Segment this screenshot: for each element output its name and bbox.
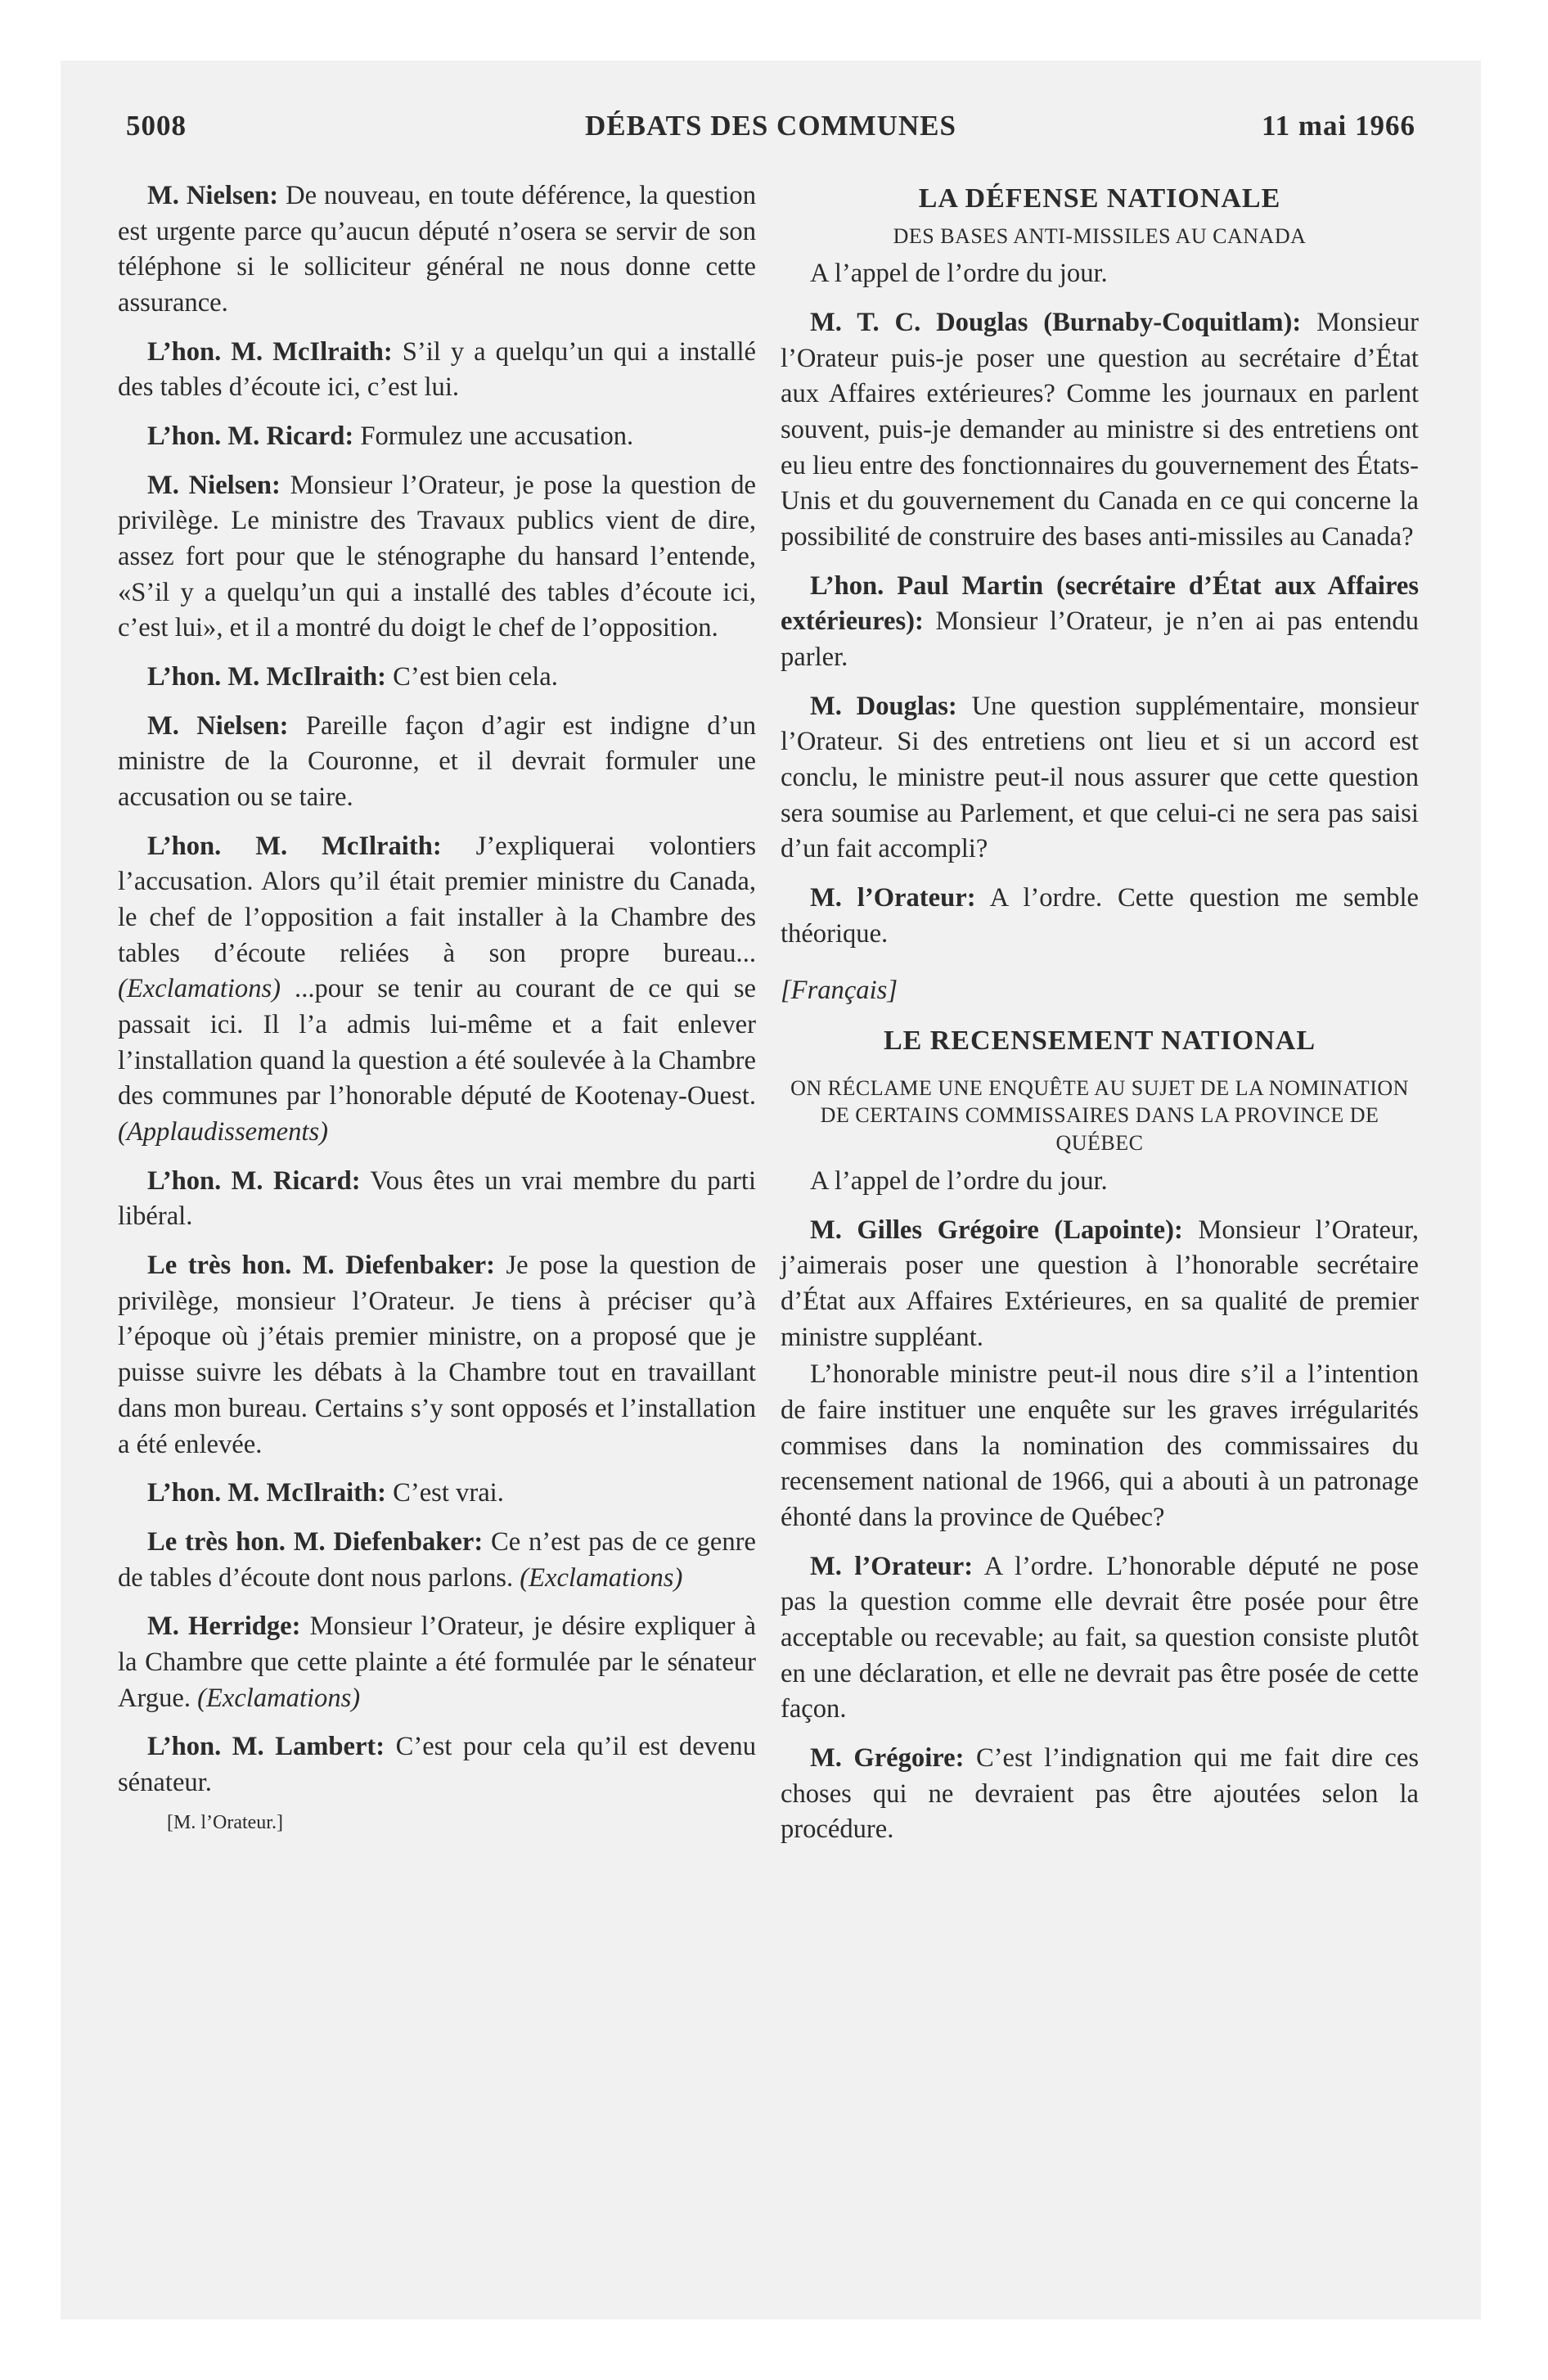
- speaker-name: L’hon. M. McIlraith:: [147, 1478, 386, 1508]
- paragraph: L’honorable ministre peut-il nous dire s’il a l’intention de faire instituer une enquête sur les graves irrégularités commises dans la nomination des commissaires du recensement national de 1966, qui a abouti à un patronage éhonté dans la province de Québec?: [781, 1359, 1419, 1533]
- paragraph: Le très hon. M. Diefenbaker: Ce n’est pas de ce genre de tables d’écoute dont nous parlons. (Exclamations): [118, 1526, 756, 1593]
- paragraph: M. Nielsen: Pareille façon d’agir est indigne d’un ministre de la Couronne, et il devrait formuler une accusation ou se taire.: [118, 710, 756, 813]
- speaker-continuation-note: [M. l’Orateur.]: [167, 1811, 283, 1833]
- section-subtitle: DES BASES ANTI-MISSILES AU CANADA: [893, 223, 1307, 248]
- paragraph: M. Gilles Grégoire (Lapointe): Monsieur l’Orateur, j’aimerais poser une question à l’honorable secrétaire d’État aux Affaires Extérieures, en sa qualité de premier ministre suppléant.: [781, 1215, 1419, 1352]
- speaker-name: M. Herridge:: [147, 1611, 301, 1642]
- speaker-name: L’hon. M. Ricard:: [147, 1165, 361, 1196]
- page-sheet: [61, 61, 1481, 2319]
- speaker-name: M. Grégoire:: [810, 1743, 965, 1774]
- left-column: [118, 178, 756, 1849]
- paragraph: M. Grégoire: C’est l’indignation qui me fait dire ces choses qui ne devraient pas être ajoutées selon la procédure.: [781, 1743, 1419, 1845]
- speaker-name: M. Nielsen:: [147, 470, 281, 500]
- paragraph: L’hon. M. McIlraith: J’expliquerai volontiers l’accusation. Alors qu’il était premier ministre du Canada, le chef de l’opposition a fait installer à la Chambre des tables d’écoute reliées à son propre bureau... (Exclamations) ...pour se tenir au courant de ce qui se passait ici. Il l’a admis lui-même et a fait enlever l’installation quand la question a été soulevée à la Chambre des communes par l’honorable député de Kootenay-Ouest. (Applaudissements): [118, 831, 756, 1147]
- paragraph: M. l’Orateur: A l’ordre. Cette question me semble théorique.: [781, 883, 1419, 949]
- interjection: (Applaudissements): [118, 1117, 328, 1147]
- speaker-name: M. Nielsen:: [147, 181, 279, 210]
- paragraph: L’hon. M. Ricard: Vous êtes un vrai membre du parti libéral.: [118, 1165, 756, 1232]
- paragraph: M. Herridge: Monsieur l’Orateur, je désire expliquer à la Chambre que cette plainte a été formulée par le sénateur Argue. (Exclamations): [118, 1611, 757, 1713]
- section-subtitle: ON RÉCLAME UNE ENQUÊTE AU SUJET DE LA NOMINATION DE CERTAINS COMMISSAIRES DANS LA PROVINCE DE QUÉBEC: [790, 1075, 1409, 1156]
- paragraph: M. T. C. Douglas (Burnaby-Coquitlam): Monsieur l’Orateur puis-je poser une question au secrétaire d’État aux Affaires extérieures? Comme les journaux en parlent souvent, puis-je demander au ministre si des entretiens ont eu lieu entre des fonctionnaires du gouvernement des États-Unis et du gouvernement du Canada en ce qui concerne la possibilité de construire des bases anti-missiles au Canada?: [781, 308, 1419, 552]
- language-marker: [Français]: [781, 976, 898, 1006]
- paragraph: L’hon. M. Ricard: Formulez une accusation.: [147, 421, 634, 452]
- speaker-name: M. T. C. Douglas (Burnaby-Coquitlam):: [810, 308, 1302, 338]
- paragraph: M. Nielsen: De nouveau, en toute déférence, la question est urgente parce qu’aucun député n’osera se servir de son téléphone si le solliciteur général ne nous donne cette assurance.: [118, 181, 756, 318]
- speaker-name: L’hon. M. Ricard:: [147, 421, 354, 452]
- speaker-name: M. l’Orateur:: [810, 1551, 974, 1581]
- speaker-name: L’hon. M. Lambert:: [147, 1732, 385, 1762]
- paragraph: Le très hon. M. Diefenbaker: Je pose la question de privilège, monsieur l’Orateur. Je tiens à préciser qu’à l’époque où j’étais premier ministre, on a proposé que je puisse suivre les débats à la Chambre tout en travaillant dans mon bureau. Certains s’y sont opposés et l’installation a été enlevée.: [118, 1251, 756, 1459]
- paragraph: L’hon. M. McIlraith: C’est bien cela.: [147, 662, 558, 692]
- speaker-name: Le très hon. M. Diefenbaker:: [147, 1251, 495, 1281]
- interjection: (Exclamations): [197, 1683, 361, 1713]
- speaker-name: L’hon. M. McIlraith:: [147, 662, 386, 692]
- paragraph: M. l’Orateur: A l’ordre. L’honorable député ne pose pas la question comme elle devrait être posée pour être acceptable ou recevable; au fait, sa question consiste plutôt en une déclaration, et elle ne devrait pas être posée de cette façon.: [781, 1551, 1420, 1724]
- page-date: 11 mai 1966: [1262, 110, 1415, 142]
- right-column: [781, 178, 1419, 1861]
- paragraph: M. Nielsen: Monsieur l’Orateur, je pose la question de privilège. Le ministre des Travaux publics vient de dire, assez fort pour que le sténographe du hansard l’entende, «S’il y a quelqu’un qui a installé des tables d’écoute ici, c’est lui», et il a montré du doigt le chef de l’opposition.: [118, 470, 756, 643]
- paragraph: L’hon. Paul Martin (secrétaire d’État aux Affaires extérieures): Monsieur l’Orateur, je n’en ai pas entendu parler.: [781, 570, 1419, 673]
- section-title: LA DÉFENSE NATIONALE: [918, 183, 1281, 214]
- page-header: [126, 110, 1415, 167]
- paragraph: L’hon. M. Lambert: C’est pour cela qu’il est devenu sénateur.: [118, 1732, 756, 1797]
- speaker-name: M. Douglas:: [810, 691, 957, 721]
- speaker-name: L’hon. M. McIlraith:: [147, 336, 393, 367]
- paragraph: L’hon. M. McIlraith: C’est vrai.: [147, 1478, 504, 1508]
- speaker-name: M. Nielsen:: [147, 710, 289, 741]
- order-call: A l’appel de l’ordre du jour.: [810, 1166, 1108, 1197]
- speaker-name: L’hon. Paul Martin (secrétaire d’État aux Affaires extérieures):: [781, 570, 1419, 637]
- interjection: (Exclamations): [118, 974, 281, 1004]
- page-number: 5008: [126, 110, 187, 142]
- paragraph: M. Douglas: Une question supplémentaire, monsieur l’Orateur. Si des entretiens ont lieu et si un accord est conclu, le ministre peut-il nous assurer que cette question sera soumise au Parlement, et que celui-ci ne sera pas saisi d’un fait accompli?: [781, 691, 1419, 864]
- publication-title: DÉBATS DES COMMUNES: [585, 110, 956, 142]
- speaker-name: L’hon. M. McIlraith:: [147, 831, 442, 861]
- section-title: LE RECENSEMENT NATIONAL: [883, 1025, 1316, 1057]
- interjection: (Exclamations): [520, 1562, 683, 1593]
- paragraph: L’hon. M. McIlraith: S’il y a quelqu’un qui a installé des tables d’écoute ici, c’est lui.: [118, 336, 756, 403]
- speaker-name: M. l’Orateur:: [810, 883, 976, 913]
- speaker-name: M. Gilles Grégoire (Lapointe):: [810, 1215, 1183, 1245]
- order-call: A l’appel de l’ordre du jour.: [810, 259, 1108, 289]
- speaker-name: Le très hon. M. Diefenbaker:: [147, 1526, 484, 1557]
